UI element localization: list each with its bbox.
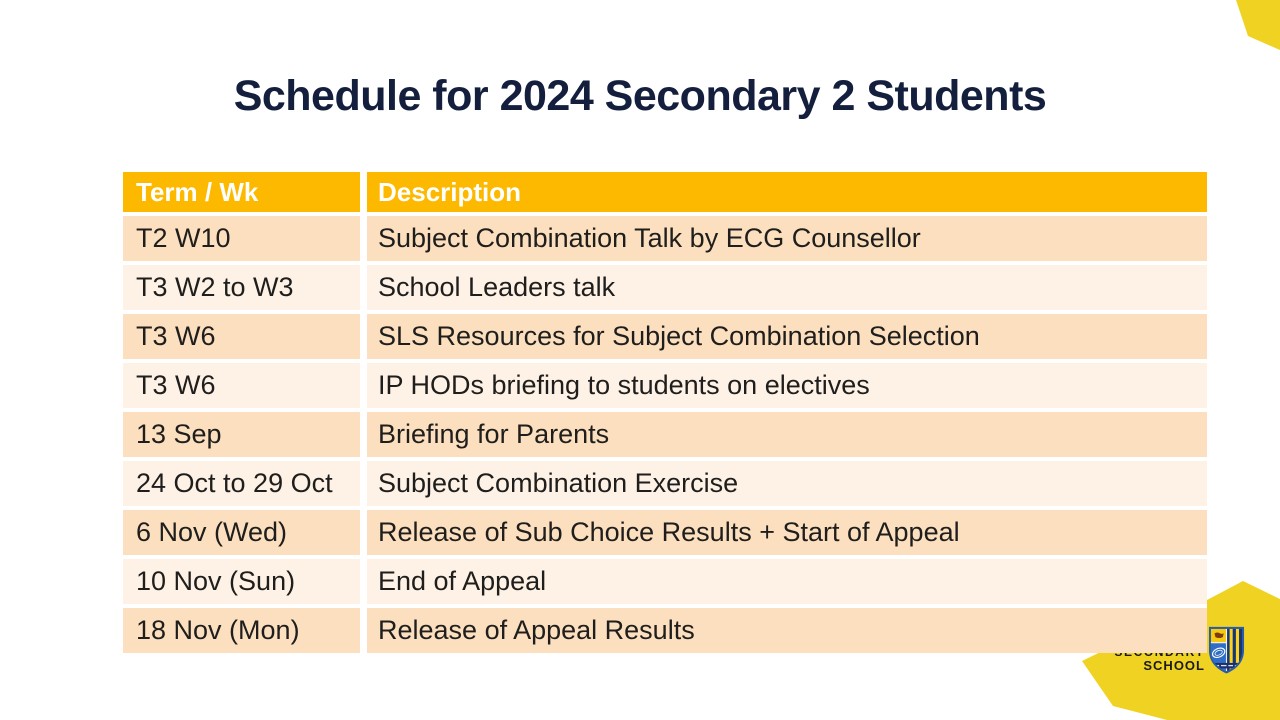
table-row <box>123 265 1207 310</box>
school-name-line2: SCHOOL <box>1143 658 1205 673</box>
table-row <box>123 216 1207 261</box>
slide-title: Schedule for 2024 Secondary 2 Students <box>233 72 1047 120</box>
corner-accent-top-right <box>1230 0 1280 54</box>
term-cell: T3 W2 to W3 <box>123 265 360 310</box>
description-cell: School Leaders talk <box>367 265 1207 310</box>
table-row <box>123 363 1207 408</box>
table-row <box>123 510 1207 555</box>
description-cell: Subject Combination Talk by ECG Counsellor <box>367 216 1207 261</box>
table-row <box>123 314 1207 359</box>
description-cell: Subject Combination Exercise <box>367 461 1207 506</box>
term-cell: T2 W10 <box>123 216 360 261</box>
schedule-table <box>123 172 1207 653</box>
term-cell: T3 W6 <box>123 314 360 359</box>
term-cell: 10 Nov (Sun) <box>123 559 360 604</box>
table-row <box>123 559 1207 604</box>
term-cell: 18 Nov (Mon) <box>123 608 360 653</box>
table-row <box>123 608 1207 653</box>
table-header-row <box>123 172 1207 212</box>
column-header-description: Description <box>367 172 1207 212</box>
term-cell: 6 Nov (Wed) <box>123 510 360 555</box>
table-row <box>123 461 1207 506</box>
table-body <box>123 216 1207 653</box>
column-header-term: Term / Wk <box>123 172 360 212</box>
table-row <box>123 412 1207 457</box>
term-cell: T3 W6 <box>123 363 360 408</box>
term-cell: 24 Oct to 29 Oct <box>123 461 360 506</box>
term-cell: 13 Sep <box>123 412 360 457</box>
description-cell: SLS Resources for Subject Combination Selection <box>367 314 1207 359</box>
description-cell: Briefing for Parents <box>367 412 1207 457</box>
description-cell: IP HODs briefing to students on electives <box>367 363 1207 408</box>
description-cell: End of Appeal <box>367 559 1207 604</box>
description-cell: Release of Appeal Results <box>367 608 1207 653</box>
description-cell: Release of Sub Choice Results + Start of Appeal <box>367 510 1207 555</box>
school-crest-icon <box>1208 626 1245 674</box>
